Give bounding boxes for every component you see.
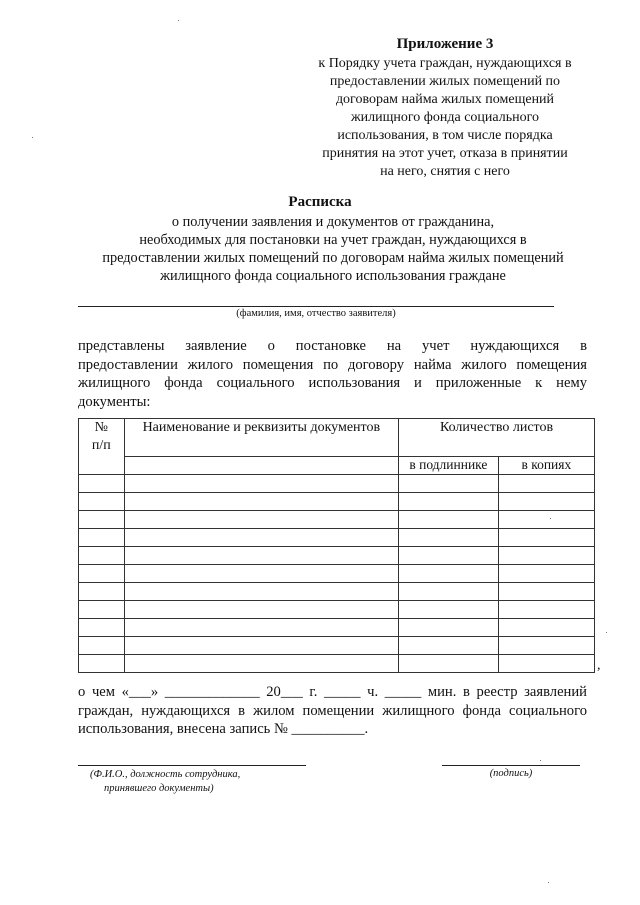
applicant-name-caption: (фамилия, имя, отчество заявителя) [236,308,396,319]
table-row [79,655,595,673]
table-cell[interactable] [399,511,499,529]
appendix-title: Приложение 3 [396,36,494,52]
appendix-line: принятия на этот учет, отказа в принятии [322,146,568,161]
appendix-line: предоставлении жилых помещений по [329,74,561,89]
record-line[interactable]: о чем «___» _____________ 20___ г. _____ ч. _____ мин. в реестр заявлений [78,684,587,700]
appendix-line: жилищного фонда социального [350,110,539,125]
table-cell[interactable] [79,619,125,637]
table-cell[interactable] [124,655,398,673]
paragraph-line: предоставлении жилого помещения по договору найма жилого помещения [78,356,587,373]
table-cell[interactable] [498,475,594,493]
table-cell[interactable] [498,619,594,637]
appendix-line: к Порядку учета граждан, нуждающихся в [318,56,572,71]
table-cell[interactable] [399,655,499,673]
appendix-line: использования, в том числе порядка [337,128,553,143]
scan-speck [178,20,179,21]
table-cell[interactable] [79,529,125,547]
scan-speck [606,632,607,633]
table-cell[interactable] [124,529,398,547]
employee-caption-line: (Ф.И.О., должность сотрудника, [90,769,241,780]
scan-speck [548,882,549,883]
paragraph-line: документы: [78,393,151,410]
table-cell[interactable] [124,457,398,475]
header-copies: в копиях [498,457,594,475]
table-row [79,475,595,493]
submission-paragraph [78,337,587,411]
record-line[interactable]: использования, внесена запись № __________. [78,721,369,737]
table-cell[interactable] [498,493,594,511]
table-cell[interactable] [498,565,594,583]
table-row [79,511,595,529]
signature-caption: (подпись) [489,768,533,779]
signature-line[interactable] [442,765,580,766]
table-cell[interactable] [399,529,499,547]
table-cell[interactable] [399,565,499,583]
table-cell[interactable] [498,529,594,547]
table-subheader-row [79,457,595,475]
table-row [79,547,595,565]
documents-table [78,418,595,673]
table-row [79,619,595,637]
employee-name-line[interactable] [78,765,306,766]
table-cell[interactable] [124,493,398,511]
header-number [79,419,125,475]
table-cell[interactable] [399,475,499,493]
table-cell[interactable] [399,547,499,565]
employee-caption [90,768,290,796]
receipt-subtitle [78,213,588,285]
header-number-line: № [94,420,108,435]
table-cell[interactable] [124,619,398,637]
record-line: граждан, нуждающихся в жилом помещении жилищного фонда социального [78,702,587,719]
table-cell[interactable] [399,637,499,655]
table-cell[interactable] [79,493,125,511]
table-row [79,493,595,511]
table-cell[interactable] [79,601,125,619]
table-cell[interactable] [399,493,499,511]
receipt-title: Расписка [288,194,352,210]
receipt-line: жилищного фонда социального использования граждане [160,268,506,284]
header-original: в подлиннике [399,457,499,475]
paragraph-line: жилищного фонда социального использования и приложенные к нему [78,375,587,391]
table-trailing-comma: , [597,658,601,673]
table-cell[interactable] [124,475,398,493]
header-document-name: Наименование и реквизиты документов [124,419,398,457]
table-row [79,637,595,655]
scan-speck [32,137,33,138]
table-cell[interactable] [124,637,398,655]
table-cell[interactable] [79,475,125,493]
table-cell[interactable] [124,547,398,565]
table-row [79,529,595,547]
paragraph-line: представлены заявление о постановке на учет нуждающихся в [78,338,587,354]
registry-record-paragraph [78,683,587,739]
table-body [79,475,595,673]
table-cell[interactable] [498,637,594,655]
appendix-line: договорам найма жилых помещений [335,92,555,107]
table-row [79,565,595,583]
table-cell[interactable] [124,583,398,601]
table-cell[interactable] [79,655,125,673]
table-header-row [79,419,595,457]
header-number-line: п/п [91,438,111,453]
scan-speck [540,760,541,761]
table-cell[interactable] [124,601,398,619]
table-cell[interactable] [399,619,499,637]
table-row [79,583,595,601]
employee-caption-line: принявшего документы) [104,783,214,794]
table-cell[interactable] [79,637,125,655]
header-sheet-count: Количество листов [399,419,595,457]
table-cell[interactable] [79,511,125,529]
table-cell[interactable] [498,655,594,673]
applicant-name-line[interactable] [78,306,554,307]
table-cell[interactable] [498,511,594,529]
table-cell[interactable] [498,583,594,601]
table-cell[interactable] [79,583,125,601]
table-row [79,601,595,619]
scan-speck [550,518,551,519]
table-cell[interactable] [79,547,125,565]
table-cell[interactable] [498,601,594,619]
table-cell[interactable] [399,601,499,619]
table-cell[interactable] [498,547,594,565]
table-cell[interactable] [124,565,398,583]
appendix-subtitle [300,55,590,181]
receipt-line: необходимых для постановки на учет граждан, нуждающихся в [139,232,527,248]
receipt-line: о получении заявления и документов от гражданина, [171,214,495,230]
table-cell[interactable] [124,511,398,529]
receipt-line: предоставлении жилых помещений по договорам найма жилых помещений [102,250,564,266]
appendix-line: на него, снятия с него [380,164,510,179]
table-cell[interactable] [79,565,125,583]
table-cell[interactable] [399,583,499,601]
